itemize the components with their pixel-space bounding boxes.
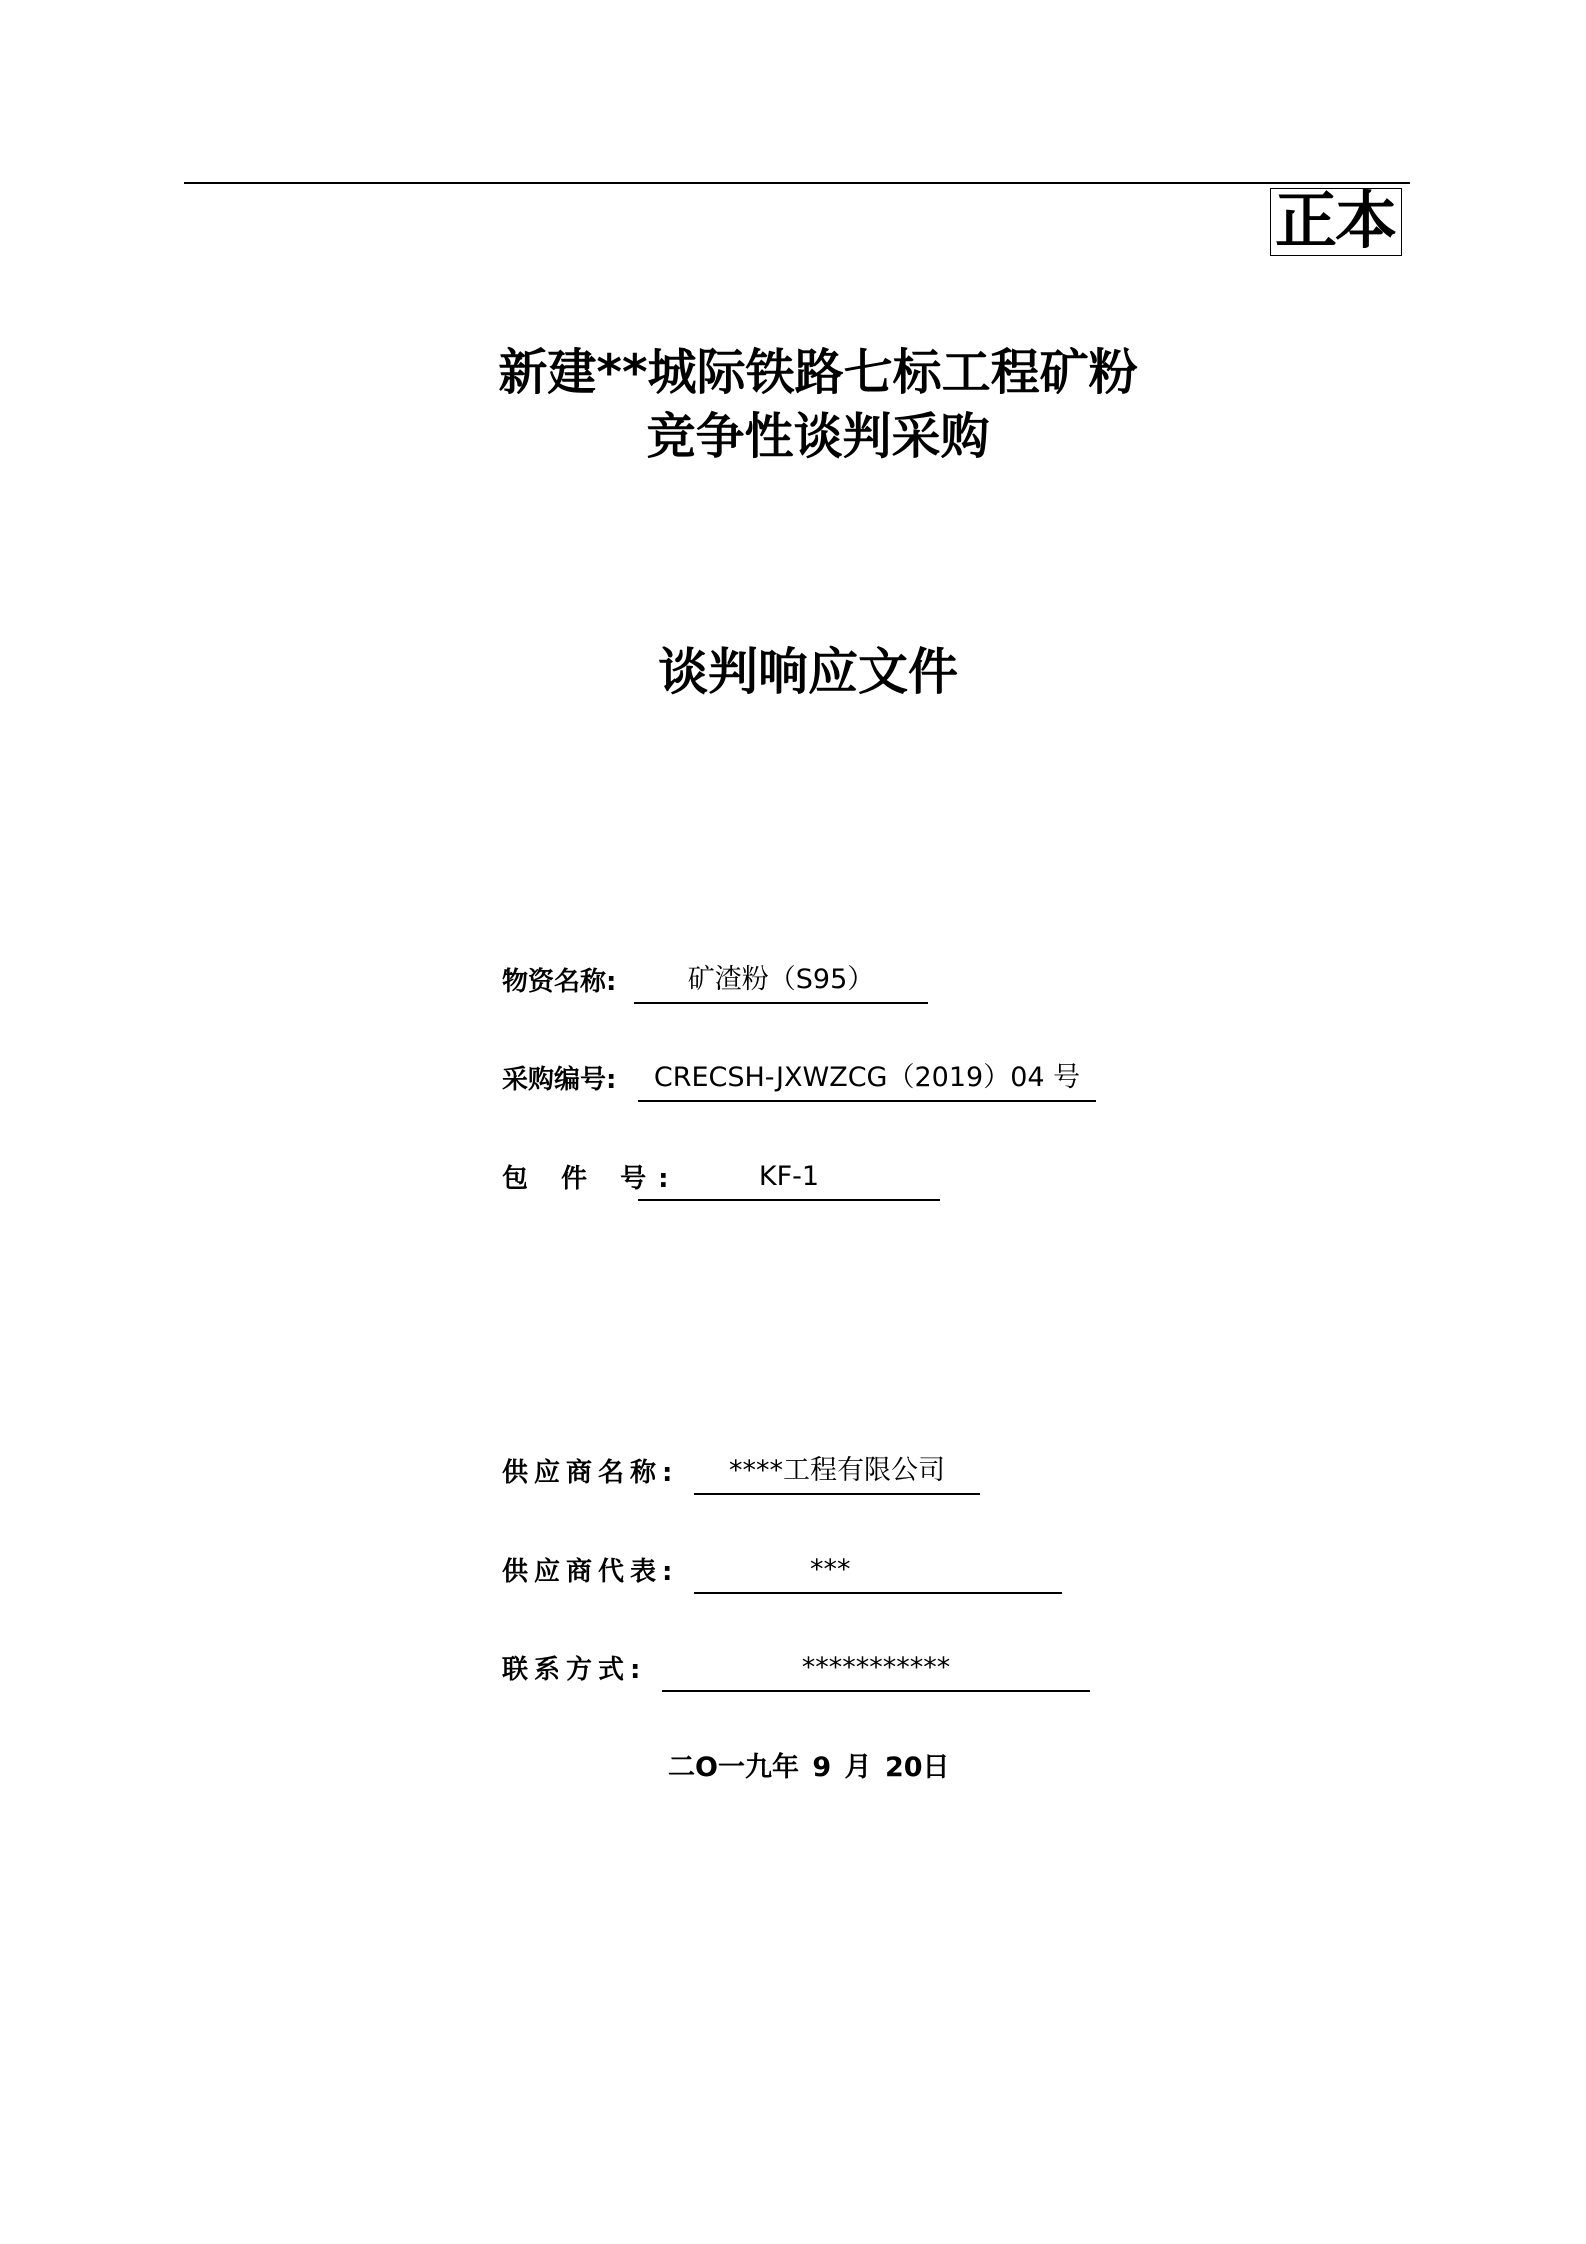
project-title-line-2: 竞争性谈判采购	[646, 408, 990, 465]
package-number-label: 包 件 号:	[502, 1164, 681, 1194]
document-date: 二O一九年 9 月 20日	[668, 1752, 950, 1783]
contact-value: ***********	[662, 1648, 1090, 1692]
supplier-representative-value: ***	[694, 1550, 1062, 1594]
supplier-name-value: ****工程有限公司	[694, 1451, 980, 1495]
material-name-value: 矿渣粉（S95）	[634, 960, 928, 1004]
procurement-number-value: CRECSH-JXWZCG（2019）04 号	[638, 1058, 1096, 1102]
header-rule	[184, 182, 1410, 184]
material-name-label: 物资名称:	[502, 967, 617, 997]
contact-label: 联系方式:	[502, 1655, 647, 1685]
procurement-number-label: 采购编号:	[502, 1065, 617, 1095]
supplier-name-label: 供应商名称:	[502, 1458, 679, 1488]
package-number-value: KF-1	[638, 1157, 940, 1201]
copy-mark-text: 正本	[1275, 184, 1396, 257]
original-copy-stamp	[1270, 184, 1402, 257]
document-type-title: 谈判响应文件	[658, 643, 958, 701]
project-title-line-1: 新建**城际铁路七标工程矿粉	[498, 344, 1138, 401]
supplier-representative-label: 供应商代表:	[502, 1557, 679, 1587]
